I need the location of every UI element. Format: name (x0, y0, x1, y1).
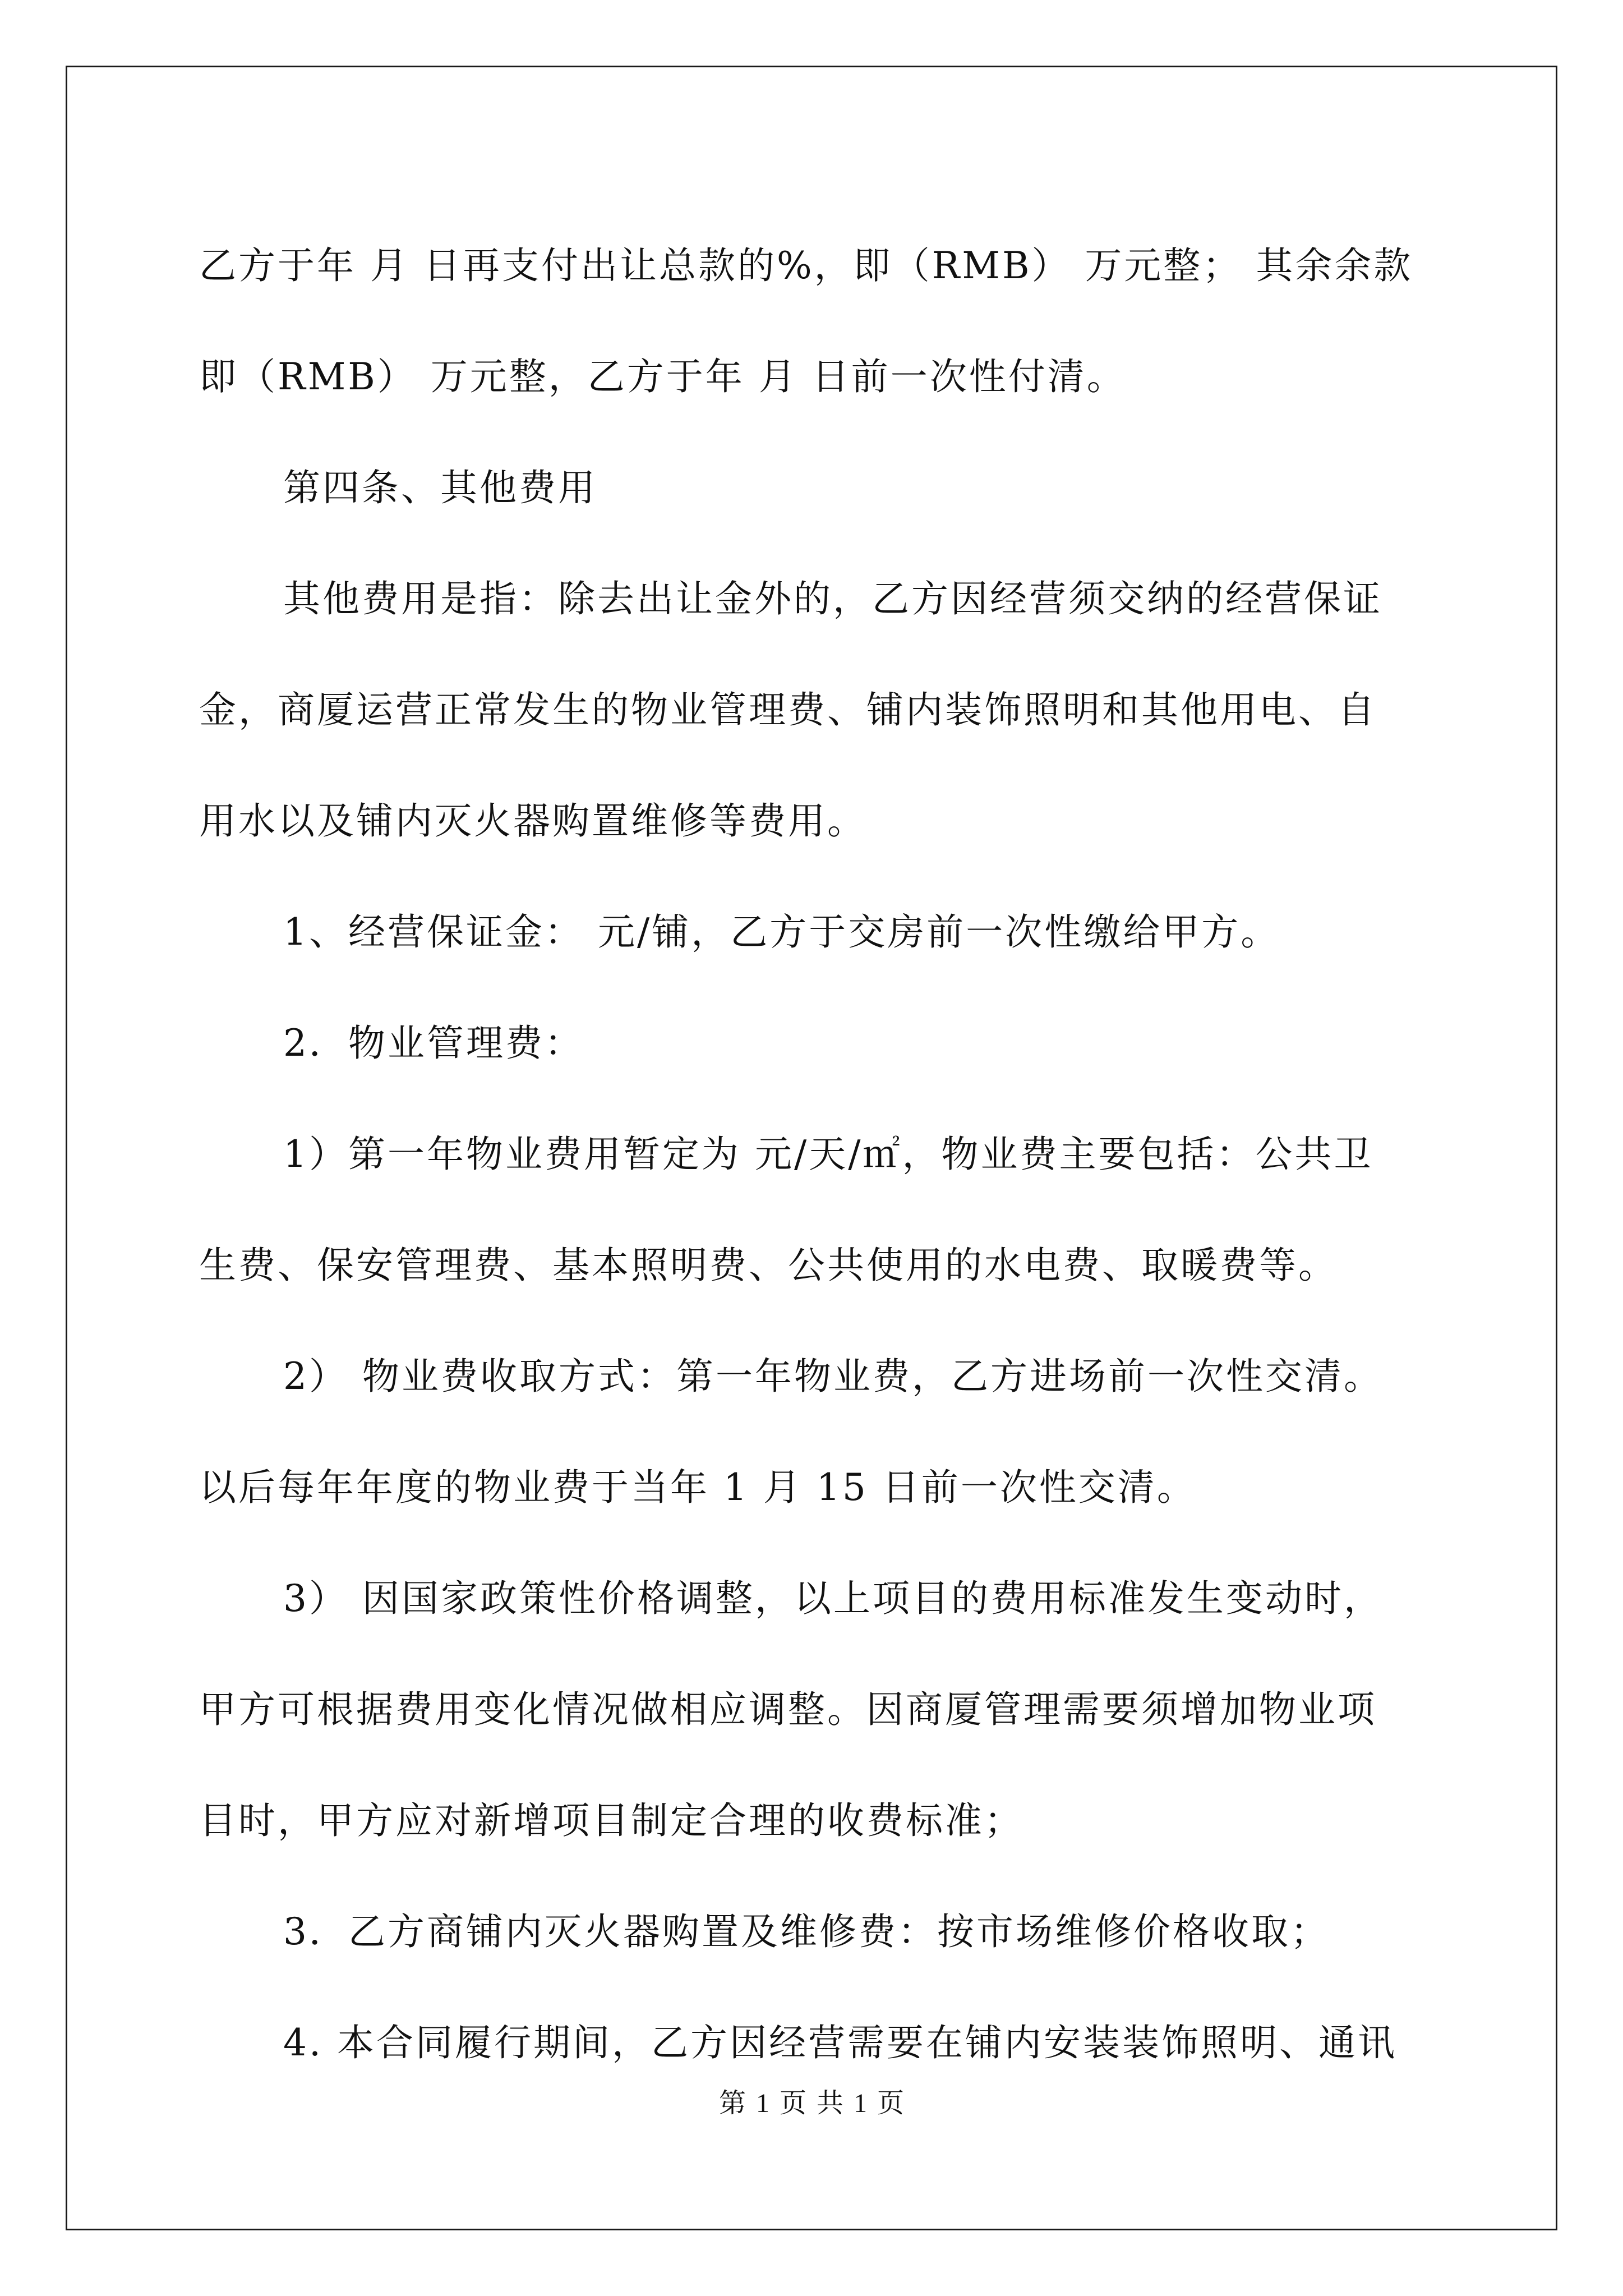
document-body (199, 210, 1422, 2099)
text-line: 1）第一年物业费用暂定为 元/天/㎡，物业费主要包括：公共卫 (283, 1133, 1373, 1176)
section-heading: 第四条、其他费用 (283, 466, 597, 509)
text-line: 3） 因国家政策性价格调整，以上项目的费用标准发生变动时， (283, 1577, 1383, 1620)
text-line: 乙方于年 月 日再支付出让总款的%，即（RMB） 万元整； 其余余款 (199, 244, 1413, 287)
text-line: 以后每年年度的物业费于当年 1 月 15 日前一次性交清。 (199, 1466, 1196, 1509)
text-line: 1、经营保证金： 元/铺，乙方于交房前一次性缴给甲方。 (283, 910, 1280, 954)
text-line: 其他费用是指：除去出让金外的，乙方因经营须交纳的经营保证 (283, 577, 1382, 620)
text-line: 2．物业管理费： (283, 1022, 584, 1065)
text-line: 3．乙方商铺内灭火器购置及维修费：按市场维修价格收取； (283, 1910, 1330, 1953)
text-line: 甲方可根据费用变化情况做相应调整。因商厦管理需要须增加物业项 (199, 1688, 1377, 1731)
text-line: 2） 物业费收取方式：第一年物业费，乙方进场前一次性交清。 (283, 1355, 1383, 1398)
text-line: 即（RMB） 万元整，乙方于年 月 日前一次性付清。 (199, 355, 1126, 398)
text-line: 用水以及铺内灭火器购置维修等费用。 (199, 799, 866, 843)
text-line: 目时，甲方应对新增项目制定合理的收费标准； (199, 1799, 1023, 1842)
page-footer: 第 1 页 共 1 页 (718, 2088, 904, 2118)
text-line: 金，商厦运营正常发生的物业管理费、铺内装饰照明和其他用电、自 (199, 688, 1377, 731)
text-line: 生费、保安管理费、基本照明费、公共使用的水电费、取暖费等。 (199, 1244, 1338, 1287)
text-line: 4. 本合同履行期间，乙方因经营需要在铺内安装装饰照明、通讯 (283, 2021, 1397, 2064)
